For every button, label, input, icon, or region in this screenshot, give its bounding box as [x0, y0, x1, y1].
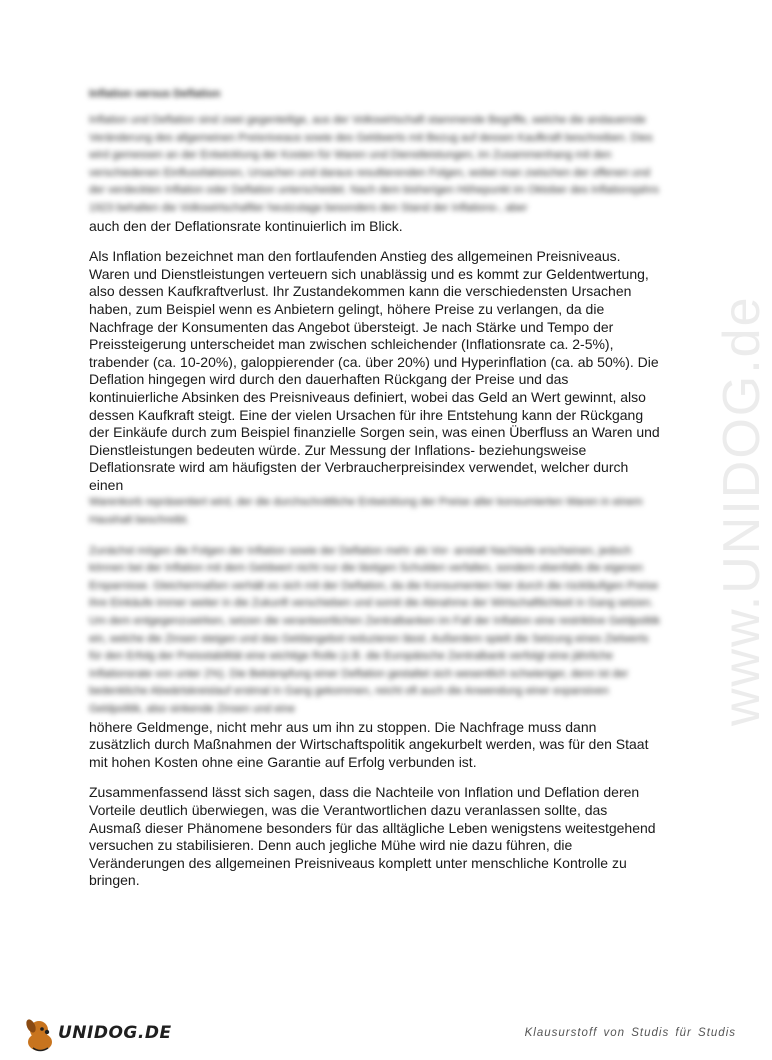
paragraph-1-blurred: Inflation und Deflation sind zwei gegenteilige, aus der Volkswirtschaft stammende Begriffe, welche die andauernde Veränderung des allgemeinen Preisniveaus sowie des Geldwerts mit Bezug auf dessen Kaufkraft beschreiben. Dies wird gemessen an der Entwicklung der Kosten für Waren und Dienstleistungen, im Zusammenhang mit den verschiedenen Einflussfaktoren, Ursachen und daraus resultierenden Folgen, wobei man zwischen der offenen und der verdeckten Inflation oder Deflation unterscheidet. Nach dem bisherigen Höhepunkt im Oktober des Inflationsjahrs 1923 behalten die Volkswirtschaftler heutzutage besonders den Stand der Inflations-, aber: [89, 114, 659, 214]
paragraph-2-visible: Als Inflation bezeichnet man den fortlaufenden Anstieg des allgemeinen Preisniveaus. Waren und Dienstleistungen verteuern sich unablässig und es kommt zur Geldentwertung, also dessen Kaufkraftverlust. Ihr Zustandekommen kann die verschiedensten Ursachen haben, zum Beispiel wenn es Anbietern gelingt, höhere Preise zu verlangen, da die Nachfrage der Konsumenten das Angebot übersteigt. Je nach Stärke und Tempo der Preissteigerung unterscheidet man zwischen schleichender (Inflationsrate ca. 2-5%), trabender (ca. 10-20%), galoppierender (ca. über 20%) und Hyperinflation (ca. ab 50%). Die Deflation hingegen wird durch den dauerhaften Rückgang der Preise und das kontinuierliche Absinken des Preisniveaus definiert, wobei das Geld an Wert gewinnt, also dessen Kaufkraft steigt. Eine der vielen Ursachen für ihre Entstehung kann der Rückgang der Einkäufe durch zum Beispiel finanzielle Sorgen sein, was einen Überfluss an Waren und Dienstleistungen bedeuten würde. Zur Messung der Inflations- beziehungsweise Deflationsrate wird am häufigsten der Verbraucherpreisindex verwendet, welcher durch einen: [89, 248, 660, 493]
paragraph-3-visible: höhere Geldmenge, nicht mehr aus um ihn zu stoppen. Die Nachfrage muss dann zusätzlich durch Maßnahmen der Wirtschaftspolitik angekurbelt werden, was für den Staat mit hohen Kosten ohne eine Garantie auf Erfolg verbunden ist.: [89, 718, 649, 770]
watermark: www.UNIDOG.de: [713, 295, 771, 726]
footer-tagline: Klausurstoff von Studis für Studis: [524, 1027, 736, 1039]
unidog-logo[interactable]: [24, 1018, 184, 1054]
logo-text: UNIDOG.DE: [58, 1023, 172, 1043]
paragraph-3-blurred: Zunächst mögen die Folgen der Inflation sowie der Deflation mehr als Vor- anstatt Nachteile erscheinen, jedoch können bei der Inflation mit dem Geldwert nicht nur die lästigen Schulden verfallen, sondern ebenfalls die eigenen Ersparnisse. Gleichermaßen verhält es sich mit der Deflation, da die Konsumenten hier durch die rückläufigen Preise ihre Einkäufe immer weiter in die Zukunft verschieben und somit die Abnahme der Wirtschaftlichkeit in Gang setzen. Um dem entgegenzuwirken, setzen die verantwortlichen Zentralbanken im Fall der Inflation eine restriktive Geldpolitik ein, welche die Zinsen steigen und das Geldangebot reduzieren lässt. Außerdem spielt die Setzung eines Zielwerts für den Erfolg der Preisstabilität eine wichtige Rolle (z.B. die Europäische Zentralbank verfolgt eine jährliche Inflationsrate von unter 2%). Die Bekämpfung einer Deflation gestaltet sich wesentlich schwieriger, denn ist der bedenkliche Abwärtskreislauf erstmal in Gang gekommen, reicht oft auch die Anwendung einer expansiven Geldpolitik, also sinkende Zinsen und eine: [89, 544, 661, 715]
paragraph-4-visible: Zusammenfassend lässt sich sagen, dass die Nachteile von Inflation und Deflation deren Vorteile deutlich überwiegen, was die Verantwortlichen dazu veranlassen sollte, das Ausmaß dieser Phänomene besonders für das alltägliche Leben wenigstens weitestgehend versuchen zu stabilisieren. Denn auch jegliche Mühe wird nie dazu führen, die Veränderungen des allgemeinen Preisniveaus komplett unter menschliche Kontrolle zu bringen.: [89, 784, 656, 889]
dog-mascot-icon: [24, 1018, 58, 1054]
paragraph-1-visible: auch den der Deflationsrate kontinuierlich im Blick.: [89, 217, 403, 234]
document-body: [89, 88, 661, 890]
document-title: Inflation versus Deflation: [89, 88, 221, 100]
paragraph-2-blurred: Warenkorb repräsentiert wird, der die durchschnittliche Entwicklung der Preise aller konsumierten Waren in einem Haushalt beschreibt.: [89, 496, 643, 527]
